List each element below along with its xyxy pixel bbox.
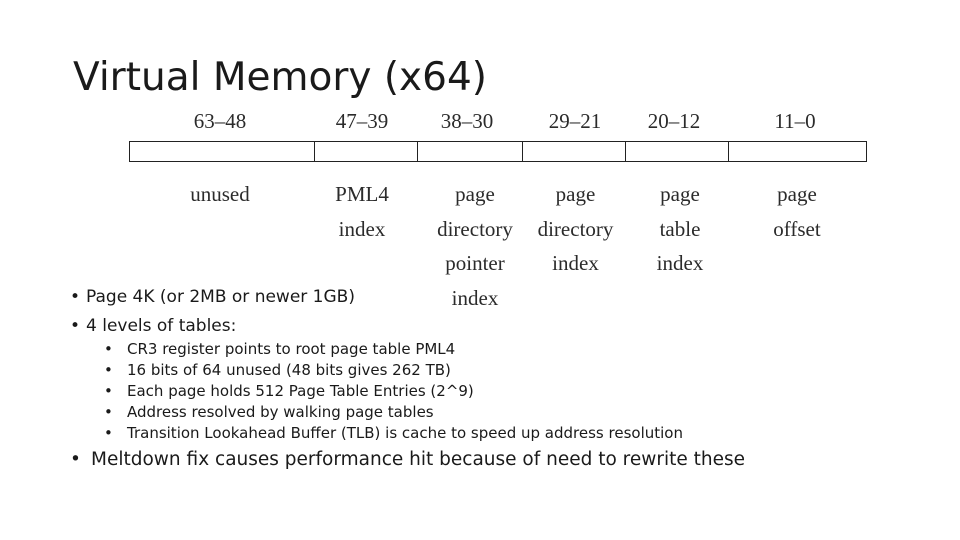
sub-list-item (104, 340, 455, 358)
list-item-text: Address resolved by walking page tables (127, 403, 434, 421)
list-item-text: CR3 register points to root page table PML4 (127, 340, 456, 358)
field-name-line: page (660, 182, 700, 206)
bullet-icon: • (70, 449, 81, 470)
field-name-line: index (451, 285, 499, 310)
list-item-text: 16 bits of 64 unused (48 bits gives 262 TB) (127, 361, 451, 379)
field-name-line: index (552, 251, 599, 275)
address-segment (729, 142, 866, 161)
field-name-line: directory (537, 216, 614, 241)
field-name-page-offset (747, 177, 847, 246)
list-item-text: 4 levels of tables: (86, 316, 237, 336)
field-name-page-directory (523, 177, 628, 281)
bit-range-label: 20–12 (647, 109, 701, 133)
sub-list-item (104, 424, 683, 442)
field-name-line: pointer (445, 251, 505, 275)
bit-range-label: 47–39 (335, 109, 389, 133)
field-name-line: offset (773, 216, 821, 241)
sub-list-item (104, 382, 474, 400)
address-segment (418, 142, 523, 161)
field-name-line: unused (190, 182, 250, 206)
list-item-text: Meltdown fix causes performance hit because of need to rewrite these (91, 449, 746, 470)
bullet-icon: • (104, 382, 113, 400)
field-name-line: table (659, 216, 701, 241)
bit-range-label: 63–48 (193, 109, 247, 133)
field-name-pml4 (317, 177, 407, 246)
bullet-icon: • (104, 340, 113, 358)
list-item-text: Transition Lookahead Buffer (TLB) is cache to speed up address resolution (127, 424, 683, 442)
field-name-unused (165, 177, 275, 212)
field-name-line: index (656, 251, 704, 275)
address-segment (315, 142, 418, 161)
address-segment (523, 142, 626, 161)
address-bar (129, 141, 867, 162)
bit-range-label: 38–30 (440, 109, 494, 133)
field-name-line: directory (437, 216, 513, 241)
field-name-line: page (455, 182, 495, 206)
bit-range-label: 11–0 (774, 109, 816, 133)
field-name-line: index (338, 216, 386, 241)
bit-range-label: 29–21 (548, 109, 602, 133)
field-name-line: page (777, 182, 817, 206)
bullet-icon: • (70, 316, 81, 336)
field-name-line: page (555, 182, 596, 206)
field-name-line: PML4 (335, 182, 389, 206)
bullet-icon: • (104, 424, 113, 442)
bullet-icon: • (70, 287, 81, 307)
sub-list-item (104, 361, 451, 379)
list-item (70, 287, 355, 307)
address-segment (130, 142, 315, 161)
page-title: Virtual Memory (x64) (73, 55, 487, 100)
sub-list-item (104, 403, 434, 421)
list-item-text: Page 4K (or 2MB or newer 1GB) (86, 287, 355, 307)
bullet-icon: • (104, 361, 113, 379)
list-item (70, 449, 745, 470)
field-name-page-table (630, 177, 730, 281)
address-segment (626, 142, 729, 161)
field-name-page-directory-pointer (420, 177, 530, 315)
list-item (70, 316, 236, 336)
list-item-text: Each page holds 512 Page Table Entries (2^9) (127, 382, 474, 400)
bullet-icon: • (104, 403, 113, 421)
address-diagram (120, 100, 880, 310)
